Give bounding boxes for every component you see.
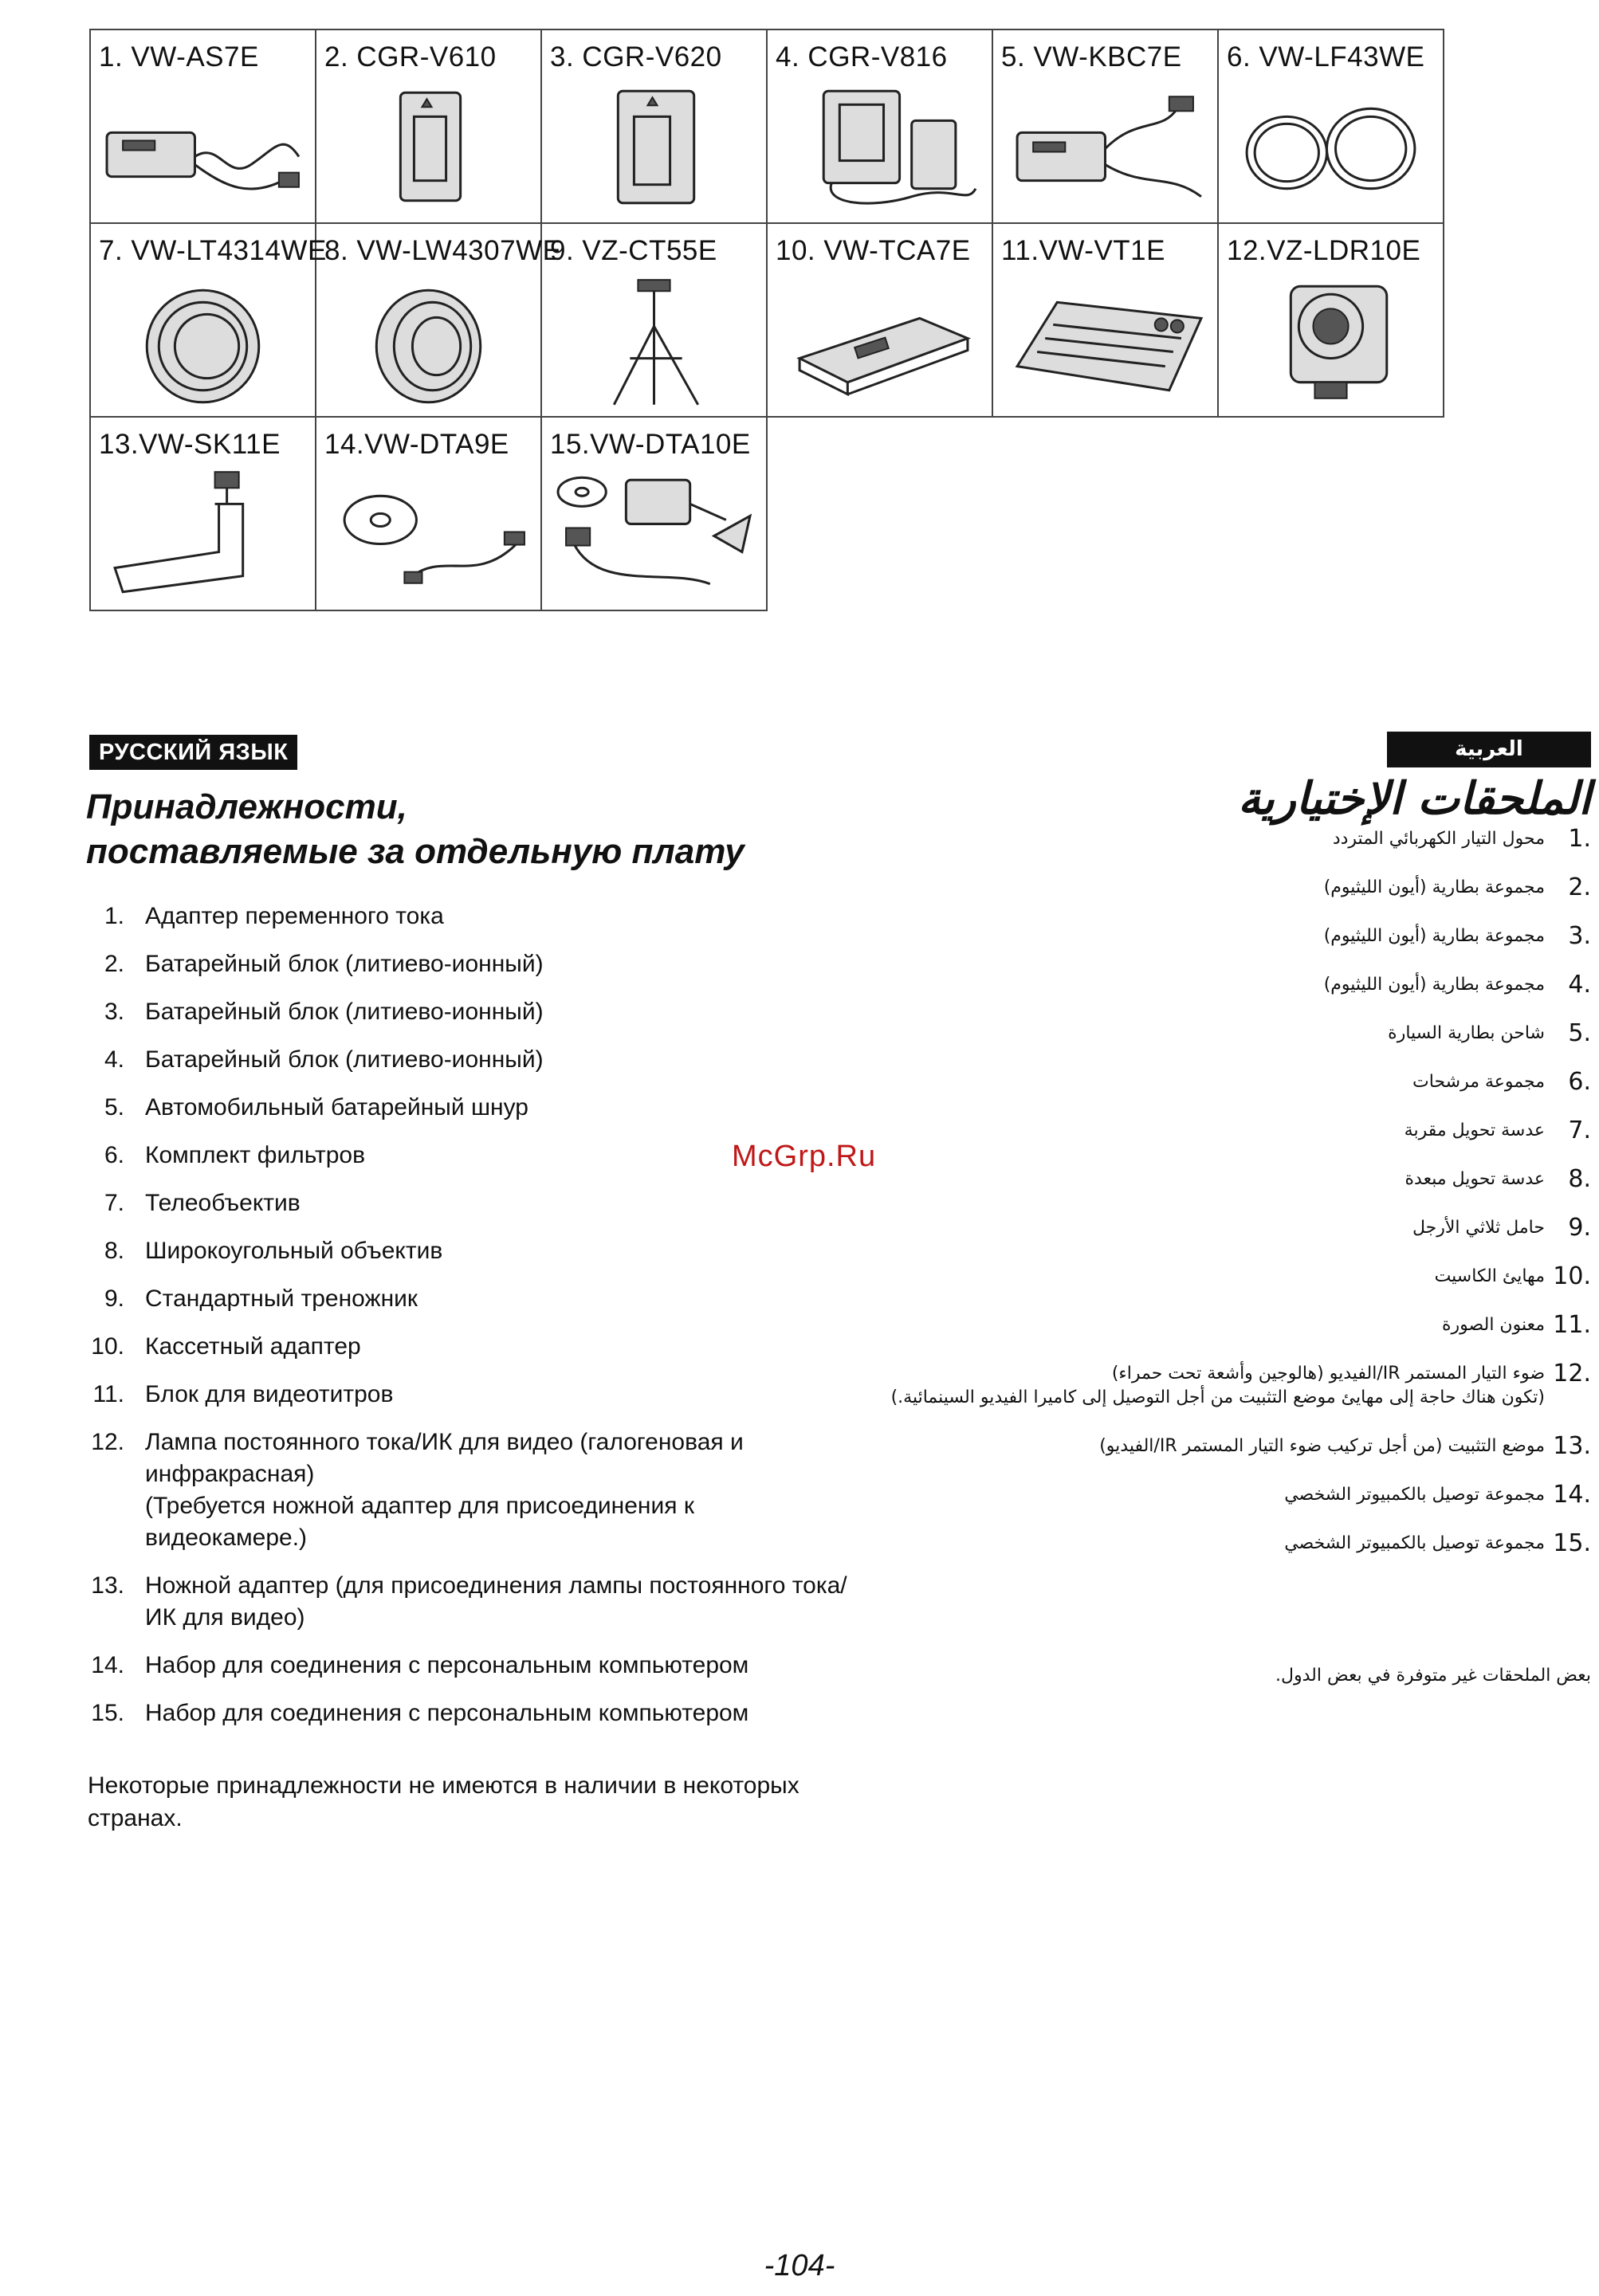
accessory-label: 12.VZ-LDR10E [1227, 235, 1421, 266]
ac-adapter-icon [99, 81, 307, 216]
page-number: -104- [764, 2249, 835, 2282]
empty-cell [767, 417, 992, 610]
list-item: 8. عدسة تحويل مبعدة [1405, 1165, 1591, 1193]
accessory-cell [316, 223, 562, 417]
accessory-label: 10. VW-TCA7E [776, 235, 971, 266]
accessory-cell [767, 223, 992, 417]
arabic-availability-note: بعض الملحقات غير متوفرة في بعض الدول. [1275, 1666, 1591, 1686]
list-item: 2. مجموعة بطارية (أيون الليثيوم) [1323, 873, 1591, 901]
list-item: 1. محول التيار الكهربائي المتردد [1332, 825, 1591, 853]
accessory-cell [90, 417, 316, 610]
list-item: 10. Кассетный адаптер [91, 1333, 361, 1360]
list-item: 15. مجموعة توصيل بالكمبيوتر الشخصي [1284, 1529, 1591, 1557]
list-item: 11. معنون الصورة [1442, 1311, 1591, 1339]
russian-accessory-list [89, 901, 862, 1745]
list-item: 12. ضوء التيار المستمر IR/الفيديو (هالوجين وأشعة تحت حمراء) (تكون هناك حاجة إلى مهايئ موضع التثبيت من أجل التوصيل إلى كاميرا الفيديو السينمائية.) [890, 1360, 1591, 1407]
accessory-label: 11.VW-VT1E [1001, 235, 1165, 266]
accessory-cell [90, 223, 327, 417]
russian-title [86, 785, 744, 874]
accessory-label: 2. CGR-V610 [324, 41, 497, 73]
tele-lens-icon [99, 275, 307, 410]
cassette-adapter-icon [776, 275, 984, 410]
car-battery-cord-icon [1001, 81, 1209, 216]
accessory-label: 14.VW-DTA9E [324, 429, 509, 460]
accessory-cell [90, 29, 316, 223]
accessory-cell [541, 29, 767, 223]
accessory-label: 3. CGR-V620 [550, 41, 722, 73]
tripod-icon [550, 275, 758, 410]
list-item: 14. مجموعة توصيل بالكمبيوتر الشخصي [1284, 1481, 1591, 1509]
battery-large-icon [550, 81, 758, 216]
video-titler-keyboard-icon [1001, 275, 1209, 410]
arabic-accessory-list [874, 827, 1591, 1580]
list-item: 4. Батарейный блок (литиево-ионный) [104, 1046, 544, 1073]
russian-availability-note: Некоторые принадлежности не имеются в наличии в некоторых странах. [88, 1772, 800, 1831]
accessories-grid [89, 29, 1444, 611]
accessory-cell [767, 29, 992, 223]
list-item: 5. Автомобильный батарейный шнур [104, 1094, 528, 1121]
empty-cell [992, 417, 1218, 610]
accessory-label: 1. VW-AS7E [99, 41, 259, 73]
list-item: 3. مجموعة بطارية (أيون الليثيوم) [1323, 922, 1591, 950]
battery-small-icon [324, 81, 532, 216]
russian-title-line1: Принадлежности, [86, 787, 407, 826]
list-item: 14. Набор для соединения с персональным компьютером [91, 1652, 749, 1678]
accessory-cell [992, 223, 1218, 417]
list-item: 7. Телеобъектив [104, 1190, 301, 1216]
filter-rings-icon [1227, 81, 1435, 216]
accessory-cell [541, 417, 767, 610]
arabic-language-badge: العربية [1387, 732, 1591, 767]
accessory-label: 6. VW-LF43WE [1227, 41, 1425, 73]
watermark-link[interactable]: McGrp.Ru [732, 1140, 877, 1173]
list-item: 3. Батарейный блок (литиево-ионный) [104, 999, 544, 1025]
accessory-label: 8. VW-LW4307WE [324, 235, 562, 266]
wide-lens-icon [324, 275, 532, 410]
list-item: 8. Широкоугольный объектив [104, 1238, 443, 1264]
list-item: 2. Батарейный блок (литиево-ионный) [104, 951, 544, 977]
list-item: 11. Блок для видеотитров [92, 1381, 394, 1407]
pc-connection-kit-icon [324, 469, 532, 603]
list-item: 9. Стандартный треножник [104, 1285, 418, 1312]
list-item: 1. Адаптер переменного тока [104, 903, 444, 929]
russian-title-line2: поставляемые за отдельную плату [86, 832, 744, 871]
video-light-icon [1227, 275, 1435, 410]
list-item: 6. مجموعة مرشحات [1412, 1068, 1591, 1096]
list-item: 12. Лампа постоянного тока/ИК для видео (галогеновая и инфракрасная) (Требуется ножной адаптер для присоединения к видеокамере.) [91, 1429, 744, 1551]
list-item: 4. مجموعة بطارية (أيون الليثيوم) [1323, 971, 1591, 999]
accessory-label: 9. VZ-CT55E [550, 235, 717, 266]
accessory-label: 5. VW-KBC7E [1001, 41, 1182, 73]
accessory-label: 4. CGR-V816 [776, 41, 948, 73]
list-item: 10. مهايئ الكاسيت [1434, 1262, 1591, 1290]
list-item: 13. Ножной адаптер (для присоединения лампы постоянного тока/ИК для видео) [91, 1572, 847, 1631]
list-item: 7. عدسة تحويل مقربة [1404, 1117, 1591, 1144]
pc-connection-kit-box-icon [550, 469, 758, 603]
accessory-cell [1218, 29, 1444, 223]
list-item: 15. Набор для соединения с персональным компьютером [91, 1700, 749, 1726]
accessory-cell [316, 417, 541, 610]
accessory-label: 13.VW-SK11E [99, 429, 281, 460]
russian-language-badge: РУССКИЙ ЯЗЫК [89, 735, 297, 770]
list-item: 6. Комплект фильтров [104, 1142, 366, 1168]
battery-charger-icon [776, 81, 984, 216]
empty-cell [1218, 417, 1444, 610]
accessory-label: 7. VW-LT4314WE [99, 235, 327, 266]
accessory-cell [992, 29, 1218, 223]
list-item: 5. شاحن بطارية السيارة [1388, 1019, 1591, 1047]
list-item: 9. حامل ثلاثي الأرجل [1412, 1214, 1591, 1242]
list-item: 13. موضع التثبيت (من أجل تركيب ضوء التيار المستمر IR/الفيديو) [1099, 1432, 1591, 1460]
accessory-label: 15.VW-DTA10E [550, 429, 751, 460]
accessory-cell [316, 29, 541, 223]
arabic-title: الملحقات الإختيارية [1238, 773, 1591, 825]
shoe-bracket-icon [99, 469, 307, 603]
accessory-cell [1218, 223, 1444, 417]
accessory-cell [541, 223, 767, 417]
